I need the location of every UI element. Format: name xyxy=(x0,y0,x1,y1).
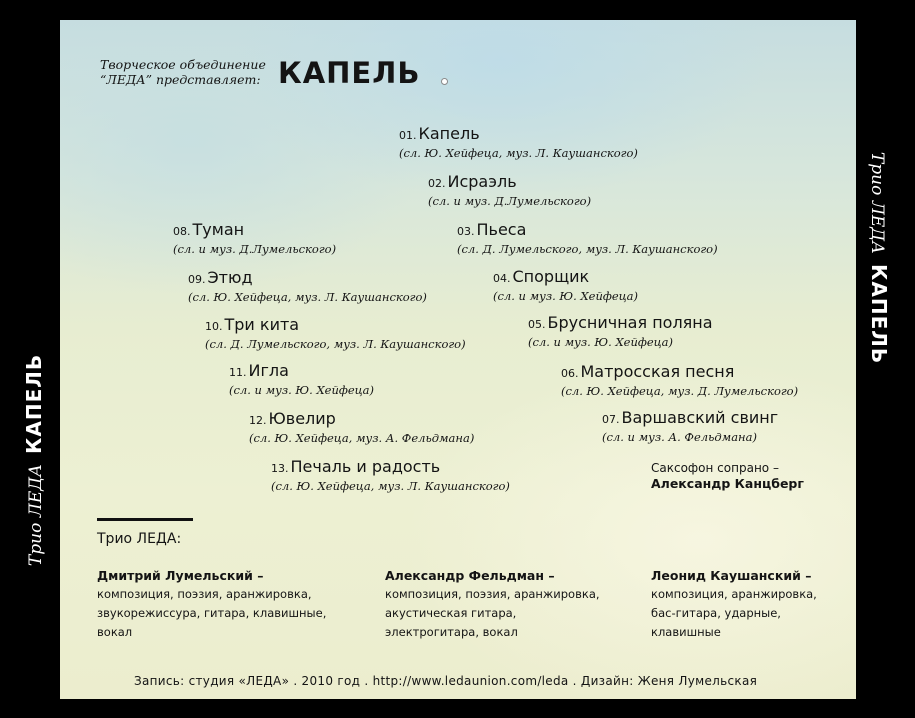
member-kaushansky xyxy=(651,566,817,642)
track-title: Туман xyxy=(192,220,245,239)
track-title: Печаль и радость xyxy=(290,457,441,476)
sax-player: Александр Канцберг xyxy=(651,476,804,491)
track-title: Игла xyxy=(248,361,289,380)
track-05 xyxy=(528,313,713,350)
member-role-line: композиция, поэзия, аранжировка, xyxy=(97,587,312,601)
intro-line-1: Творческое объединение xyxy=(100,57,266,72)
track-credit: (сл. и муз. Д.Лумельского) xyxy=(428,194,592,208)
track-credit: (сл. и муз. Ю. Хейфеца) xyxy=(528,335,674,349)
track-number: 06. xyxy=(561,367,579,380)
left-spine-trio: Трио ЛЕДА xyxy=(26,463,46,567)
album-title: КАПЕЛЬ xyxy=(278,56,421,90)
divider-rule xyxy=(97,518,193,521)
track-credit: (сл. и муз. Ю. Хейфеца) xyxy=(229,383,375,397)
member-name: Леонид Каушанский – xyxy=(651,568,812,583)
track-07 xyxy=(602,408,778,445)
intro-line-2: “ЛЕДА” представляет: xyxy=(100,72,261,87)
track-12 xyxy=(249,409,474,446)
track-credit: (сл. Ю. Хейфеца, муз. Д. Лумельского) xyxy=(561,384,799,398)
track-title: Спорщик xyxy=(512,267,590,286)
track-11 xyxy=(229,361,374,398)
track-number: 08. xyxy=(173,225,191,238)
track-title: Три кита xyxy=(224,315,300,334)
track-title: Варшавский свинг xyxy=(621,408,779,427)
track-09 xyxy=(188,268,427,305)
left-spine-album: КАПЕЛЬ xyxy=(22,353,46,454)
track-title: Капель xyxy=(418,124,480,143)
track-credit: (сл. Ю. Хейфеца, муз. А. Фельдмана) xyxy=(249,431,475,445)
member-role-line: композиция, поэзия, аранжировка, xyxy=(385,587,600,601)
member-role-line: вокал xyxy=(97,625,133,639)
track-credit: (сл. и муз. Ю. Хейфеца) xyxy=(493,289,639,303)
track-number: 09. xyxy=(188,273,206,286)
track-01 xyxy=(399,124,638,161)
decorative-dot xyxy=(441,78,448,85)
track-number: 05. xyxy=(528,318,546,331)
track-title: Матросская песня xyxy=(580,362,735,381)
track-credit: (сл. и муз. Д.Лумельского) xyxy=(173,242,337,256)
track-03 xyxy=(457,220,718,257)
member-role-line: композиция, аранжировка, xyxy=(651,587,817,601)
track-number: 01. xyxy=(399,129,417,142)
member-name: Александр Фельдман – xyxy=(385,568,555,583)
left-spine-label xyxy=(22,354,46,566)
track-08 xyxy=(173,220,336,257)
track-title: Этюд xyxy=(207,268,253,287)
right-spine-album: КАПЕЛЬ xyxy=(867,264,891,365)
track-credit: (сл. Ю. Хейфеца, муз. Л. Каушанского) xyxy=(188,290,427,304)
track-number: 03. xyxy=(457,225,475,238)
member-name: Дмитрий Лумельский – xyxy=(97,568,264,583)
trio-heading: Трио ЛЕДА: xyxy=(97,531,182,547)
member-role-line: электрогитара, вокал xyxy=(385,625,518,639)
right-spine-trio: Трио ЛЕДА xyxy=(867,151,887,255)
track-10 xyxy=(205,315,466,352)
sax-label: Саксофон сопрано – xyxy=(651,461,779,475)
track-04 xyxy=(493,267,638,304)
track-06 xyxy=(561,362,798,399)
track-credit: (сл. и муз. А. Фельдмана) xyxy=(602,430,757,444)
member-role-line: бас-гитара, ударные, xyxy=(651,606,781,620)
track-number: 10. xyxy=(205,320,223,333)
track-credit: (сл. Ю. Хейфеца, муз. Л. Каушанского) xyxy=(271,479,510,493)
track-number: 04. xyxy=(493,272,511,285)
back-cover-panel xyxy=(60,20,856,699)
track-number: 07. xyxy=(602,413,620,426)
track-13 xyxy=(271,457,510,494)
sax-credit xyxy=(651,460,804,492)
track-number: 13. xyxy=(271,462,289,475)
track-title: Брусничная поляна xyxy=(547,313,713,332)
track-credit: (сл. Д. Лумельского, муз. Л. Каушанского) xyxy=(457,242,718,256)
footer-credits: Запись: студия «ЛЕДА» . 2010 год . http://www.ledaunion.com/leda . Дизайн: Женя Лумельская xyxy=(134,674,758,688)
track-number: 02. xyxy=(428,177,446,190)
track-number: 11. xyxy=(229,366,247,379)
intro-text xyxy=(100,57,266,87)
track-credit: (сл. Ю. Хейфеца, муз. Л. Каушанского) xyxy=(399,146,638,160)
track-title: Ювелир xyxy=(268,409,336,428)
track-title: Пьеса xyxy=(476,220,527,239)
member-feldman xyxy=(385,566,600,642)
track-credit: (сл. Д. Лумельского, муз. Л. Каушанского) xyxy=(205,337,466,351)
member-role-line: звукорежиссура, гитара, клавишные, xyxy=(97,606,327,620)
member-role-line: клавишные xyxy=(651,625,721,639)
track-02 xyxy=(428,172,591,209)
track-number: 12. xyxy=(249,414,267,427)
member-lumelsky xyxy=(97,566,326,642)
track-title: Исраэль xyxy=(447,172,517,191)
right-spine-label xyxy=(867,152,891,364)
member-role-line: акустическая гитара, xyxy=(385,606,517,620)
